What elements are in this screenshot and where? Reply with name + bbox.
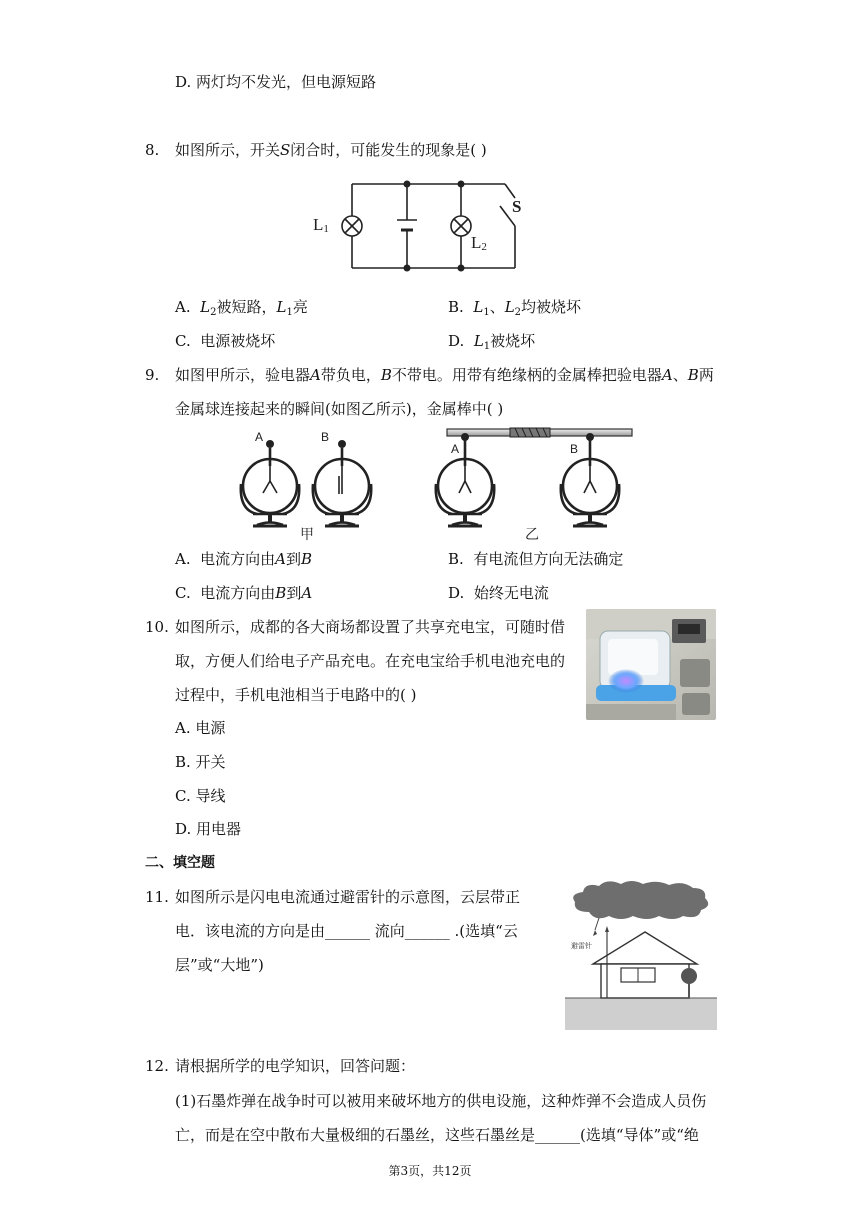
q11-number: 11. (145, 888, 169, 906)
svg-text:L2: L2 (471, 233, 487, 253)
q8-option-c: C. 电源被烧坏 (175, 332, 276, 350)
q10-stem-line3: 过程中，手机电池相当于电路中的( ) (175, 686, 417, 704)
q10-option-a: A. 电源 (175, 719, 226, 737)
q10-option-b: B. 开关 (175, 753, 226, 771)
q8-option-b: B. $L_1$、$L_2$均被烧坏 (448, 298, 582, 318)
q9-fig-yi: 乙 (525, 527, 539, 543)
q8-number: 8. (145, 141, 160, 159)
q11-stem-line3: 层”或“大地”) (175, 956, 264, 974)
q8-circuit-diagram (305, 176, 535, 276)
q9-fig-b-right: B (570, 442, 579, 456)
q12-stem-line3: 亡，而是在空中散布大量极细的石墨丝，这些石墨丝是______(选填“导体”或“绝 (175, 1126, 699, 1144)
q9-stem-line2: 金属球连接起来的瞬间(如图乙所示)，金属棒中( ) (175, 400, 504, 418)
q8-option-d: D. $L_1$被烧坏 (448, 332, 536, 352)
q10-option-c: C. 导线 (175, 787, 226, 805)
q9-number: 9. (145, 366, 160, 384)
q11-fig-label: 避雷针 (571, 942, 592, 950)
q10-stem-line2: 取，方便人们给电子产品充电。在充电宝给手机电池充电的 (175, 652, 566, 670)
q12-stem-line2: (1)石墨炸弹在战争时可以被用来破坏地方的供电设施，这种炸弹不会造成人员伤 (175, 1092, 707, 1110)
q9-option-b: B. 有电流但方向无法确定 (448, 550, 624, 568)
q9-fig-jia: 甲 (300, 527, 314, 543)
q11-stem-line1: 如图所示是闪电电流通过避雷针的示意图，云层带正 (175, 888, 521, 906)
q8-option-a: A. $L_2$被短路，$L_1$亮 (175, 298, 308, 318)
q10-number: 10. (145, 618, 169, 636)
q8-stem: 如图所示，开关S闭合时，可能发生的现象是( ) (175, 141, 487, 159)
q8-fig-s: S (512, 197, 522, 216)
q9-option-c: C. 电流方向由B到A (175, 584, 313, 602)
page-footer: 第3页，共12页 (388, 1164, 472, 1178)
q11-lightning-rod-diagram (565, 880, 717, 1030)
q9-option-a: A. 电流方向由A到B (175, 550, 313, 568)
section-title-fill-in: 二、填空题 (145, 855, 215, 871)
q10-power-bank-photo (586, 609, 716, 720)
q8-fig-l2: L (471, 233, 482, 252)
q9-fig-a-right: A (451, 442, 460, 456)
q8-fig-l1: L (313, 215, 324, 234)
q9-fig-b-left: B (321, 430, 330, 444)
q9-fig-a-left: A (255, 430, 264, 444)
q11-stem-line2: 电．该电流的方向是由______ 流向______ .(选填“云 (175, 922, 518, 940)
q9-option-d: D. 始终无电流 (448, 584, 549, 602)
q12-stem-line1: 请根据所学的电学知识，回答问题： (175, 1057, 416, 1075)
q12-number: 12. (145, 1057, 169, 1075)
svg-text:L1: L1 (313, 215, 329, 235)
q10-stem-line1: 如图所示，成都的各大商场都设置了共享充电宝，可随时借 (175, 618, 566, 636)
q9-stem-line1: 如图甲所示，验电器A带负电，B不带电。用带有绝缘柄的金属棒把验电器A、B两 (175, 366, 714, 384)
q10-option-d: D. 用电器 (175, 820, 242, 838)
q9-electroscope-diagram (235, 426, 635, 544)
q7-option-d: D. 两灯均不发光，但电源短路 (175, 73, 377, 91)
